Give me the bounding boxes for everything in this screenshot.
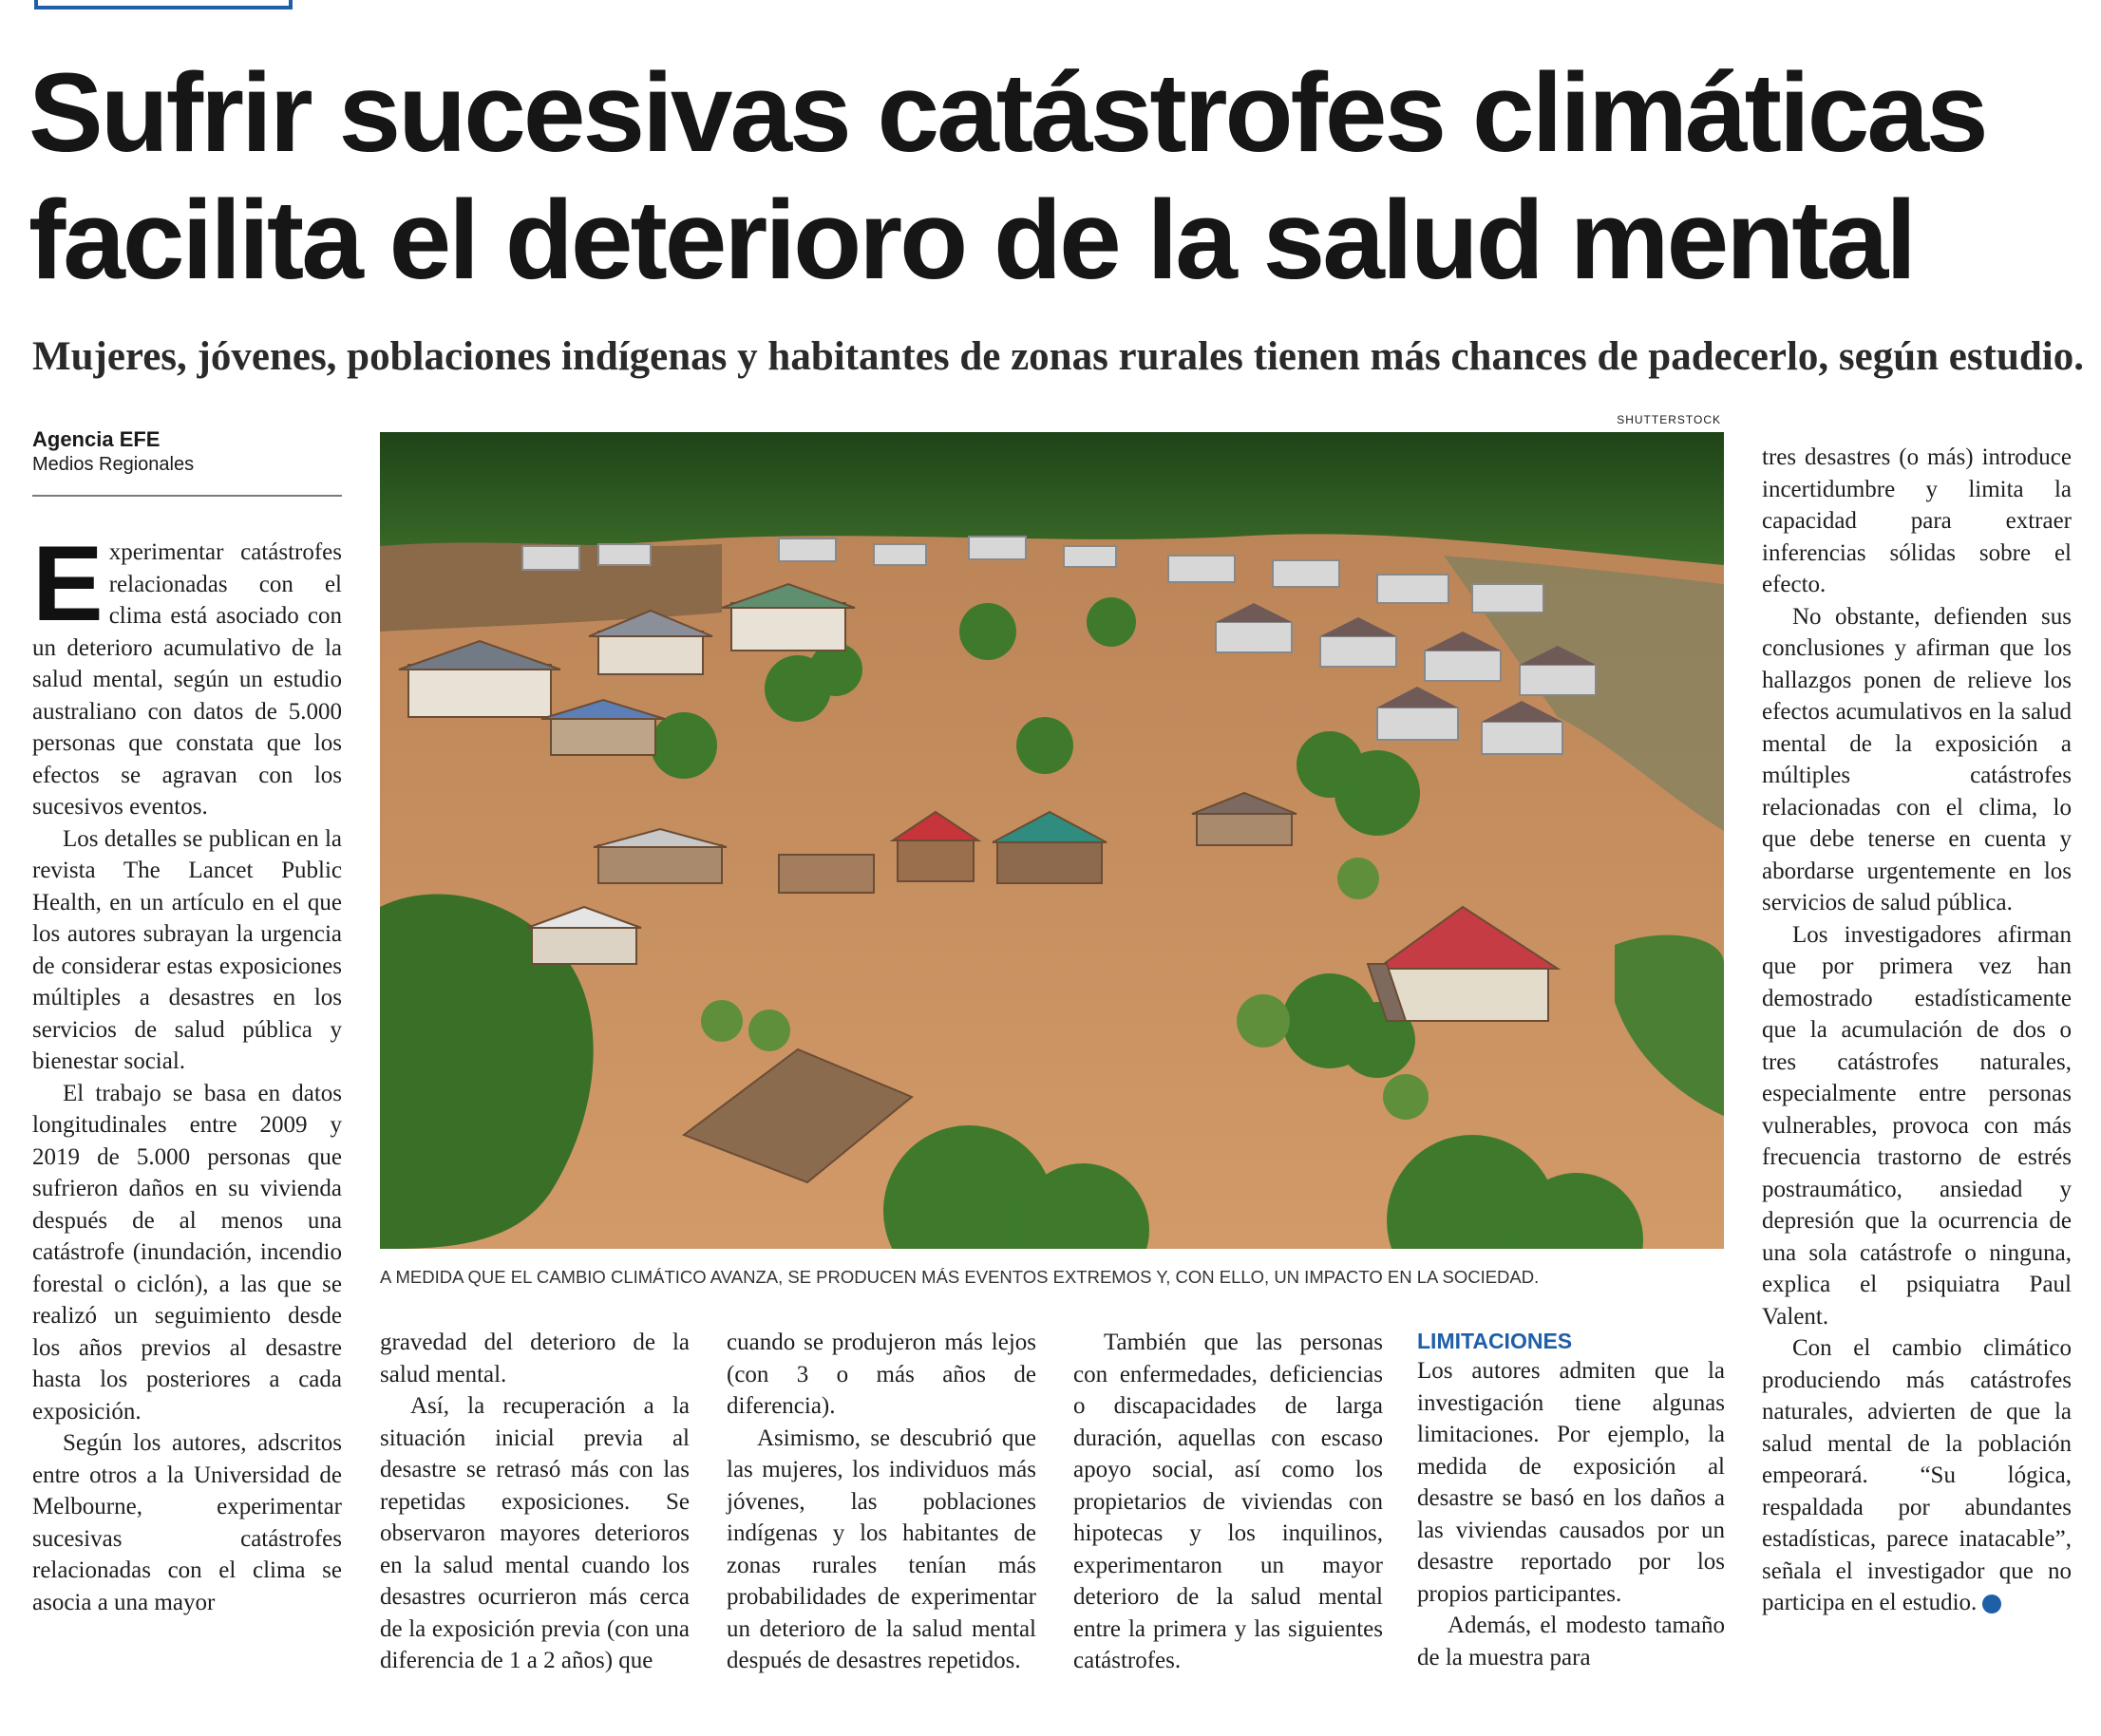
paragraph: Según los autores, adscritos entre otros a la Universidad de Melbourne, experimentar sucesivas catástrofes relacionadas con el clima se asocia a una mayor [32, 1430, 342, 1615]
subheadline: Mujeres, jóvenes, poblaciones indígenas y habitantes de zonas rurales tienen más chances de padecerlo, según estudio. [32, 334, 2084, 379]
paragraph: Los investigadores afirman que por primera vez han demostrado estadísticamente que la acumulación de dos o tres catástrofes naturales, especialmente entre personas vulnerables, provoca con más frecuencia trastorno de estrés postraumático, ansiedad y depresión que la ocurrencia de una sola catástrofe o ninguna, explica el psiquiatra Paul Valent. [1762, 921, 2072, 1330]
paragraph: Además, el modesto tamaño de la muestra para [1417, 1613, 1725, 1670]
end-of-article-icon: ✪ [1982, 1594, 2001, 1613]
article-column-5 [1417, 1327, 1725, 1673]
byline-desk: Medios Regionales [32, 454, 195, 475]
drop-cap: E [32, 524, 104, 643]
paragraph: Asimismo, se descubrió que las mujeres, los individuos más jóvenes, las poblaciones indígenas y los habitantes de zonas rurales tenían más probabilidades de experimentar un deterioro de la salud mental después de desastres repetidos. [727, 1425, 1036, 1673]
article-column-4 [1073, 1327, 1383, 1677]
article-column-2 [380, 1327, 690, 1677]
photo-credit: SHUTTERSTOCK [1617, 413, 1721, 426]
article-column-6 [1762, 442, 2072, 1619]
paragraph: cuando se produjeron más lejos (con 3 o más años de diferencia). [727, 1330, 1036, 1419]
paragraph: Los autores admiten que la investigación tiene algunas limitaciones. Por ejemplo, la medida de exposición al desastre se basó en los daños a las viviendas causados por un desastre reportado por los propios participantes. [1417, 1358, 1725, 1607]
paragraph: No obstante, defienden sus conclusiones y afirman que los hallazgos ponen de relieve los efectos acumulativos en la salud mental de la exposición a múltiples catástrofes relacionadas con el clima, lo que debe tenerse en cuenta y abordarse urgentemente en los servicios de salud pública. [1762, 603, 2072, 915]
paragraph: El trabajo se basa en datos longitudinales entre 2009 y 2019 de 5.000 personas que sufrieron daños en su vivienda después de al menos una catástrofe (inundación, incendio forestal o ciclón), a las que se realizó un seguimiento desde los años previos al desastre hasta los posteriores a cada exposición. [32, 1080, 342, 1425]
paragraph: tres desastres (o más) introduce incertidumbre y limita la capacidad para extraer inferencias sólidas sobre el efecto. [1762, 444, 2072, 597]
section-tag-frame [34, 0, 293, 9]
headline: Sufrir sucesivas catástrofes climáticas facilita el deterioro de la salud mental [28, 50, 1986, 303]
paragraph: También que las personas con enfermedades, deficiencias o discapacidades de larga duración, aquellas con escaso apoyo social, así como los propietarios de viviendas con hipotecas y los inquilinos, experimentaron un mayor deterioro de la salud mental entre la primera y las siguientes catástrofes. [1073, 1330, 1383, 1673]
article-column-1 [32, 524, 342, 1618]
paragraph: gravedad del deterioro de la salud mental. [380, 1330, 690, 1387]
photo-caption: A MEDIDA QUE EL CAMBIO CLIMÁTICO AVANZA, SE PRODUCEN MÁS EVENTOS EXTREMOS Y, CON ELLO, UN IMPACTO EN LA SOCIEDAD. [380, 1267, 1540, 1287]
section-subtitle: LIMITACIONES [1417, 1329, 1573, 1353]
article-column-3 [727, 1327, 1036, 1677]
paragraph: Experimentar catástrofes relacionadas con el clima está asociado con un deterioro acumulativo de la salud mental, según un estudio australiano con datos de 5.000 personas que constata que los efectos se agravan con los sucesivos eventos. [32, 524, 342, 820]
paragraph: Así, la recuperación a la situación inicial previa al desastre se retrasó más con las repetidas exposiciones. Se observaron mayores deterioros en la salud mental cuando los desastres ocurrieron más cerca de la exposición previa (con una diferencia de 1 a 2 años) que [380, 1393, 690, 1673]
byline [32, 427, 346, 477]
byline-divider [32, 495, 342, 497]
paragraph: Los detalles se publican en la revista The Lancet Public Health, en un artículo en el que los autores subrayan la urgencia de considerar estas exposiciones múltiples a desastres en los servicios de salud pública y bienestar social. [32, 825, 342, 1074]
byline-agency: Agencia EFE [32, 427, 161, 451]
paragraph: Con el cambio climático produciendo más catástrofes naturales, advierten de que la salud mental de la población empeorará. “Su lógica, respaldada por abundantes estadísticas, parece inatacable”, señala el investigador que no participa en el estudio. ✪ [1762, 1335, 2072, 1615]
flooded-village-photo [380, 432, 1724, 1249]
